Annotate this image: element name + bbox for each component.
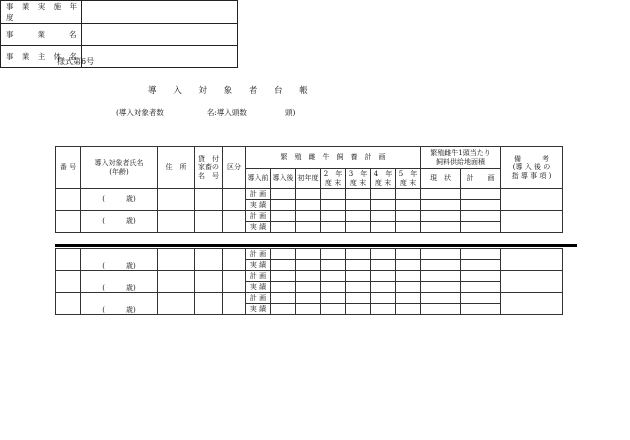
- cell[interactable]: [346, 271, 371, 282]
- cell[interactable]: [321, 189, 346, 200]
- cell[interactable]: [371, 189, 396, 200]
- info-value-project[interactable]: [82, 24, 238, 46]
- record-category[interactable]: [223, 189, 246, 211]
- record-loan[interactable]: [195, 293, 223, 315]
- row-label-actual: 実 績: [246, 260, 271, 271]
- cell[interactable]: [271, 249, 296, 260]
- cell[interactable]: [461, 282, 501, 293]
- header-feed-group: [421, 147, 501, 169]
- record-number[interactable]: [56, 293, 81, 315]
- counts-line: [116, 107, 295, 118]
- cell[interactable]: [461, 249, 501, 260]
- cell[interactable]: [371, 222, 396, 233]
- cell[interactable]: [396, 211, 421, 222]
- row-label-actual: 実 績: [246, 200, 271, 211]
- info-label-project: 事 業 名: [1, 24, 82, 46]
- cell[interactable]: [371, 282, 396, 293]
- header-number: 番 号: [56, 147, 81, 189]
- cell[interactable]: [321, 222, 346, 233]
- ledger-table-top: [55, 146, 563, 233]
- record-remarks[interactable]: [501, 189, 563, 211]
- record-number[interactable]: [56, 211, 81, 233]
- cell[interactable]: [371, 211, 396, 222]
- record-loan[interactable]: [195, 189, 223, 211]
- cell[interactable]: [461, 304, 501, 315]
- record-remarks[interactable]: [501, 293, 563, 315]
- info-label-operator: 事 業 主 体 名: [1, 46, 82, 68]
- record-loan[interactable]: [195, 249, 223, 271]
- info-value-year[interactable]: [82, 1, 238, 24]
- cell[interactable]: [371, 249, 396, 260]
- row-label-plan: 計 画: [246, 271, 271, 282]
- cell[interactable]: [346, 222, 371, 233]
- record-address[interactable]: [158, 249, 195, 271]
- cell[interactable]: [421, 304, 461, 315]
- cell[interactable]: [371, 271, 396, 282]
- cell[interactable]: [371, 304, 396, 315]
- row-label-actual: 実 績: [246, 282, 271, 293]
- record-address[interactable]: [158, 271, 195, 293]
- cell[interactable]: [321, 271, 346, 282]
- record-category[interactable]: [223, 293, 246, 315]
- cell[interactable]: [421, 189, 461, 200]
- cell[interactable]: [346, 293, 371, 304]
- cell[interactable]: [421, 211, 461, 222]
- record-name-age[interactable]: ( 歳): [81, 211, 158, 233]
- record-name-age[interactable]: ( 歳): [81, 293, 158, 315]
- cell[interactable]: [396, 189, 421, 200]
- cell[interactable]: [371, 293, 396, 304]
- cell[interactable]: [461, 189, 501, 200]
- cell[interactable]: [396, 249, 421, 260]
- cell[interactable]: [296, 249, 321, 260]
- cell[interactable]: [346, 304, 371, 315]
- info-table: [0, 0, 238, 68]
- header-y3-l2: 度 末: [349, 178, 367, 187]
- cell[interactable]: [346, 211, 371, 222]
- cell[interactable]: [421, 271, 461, 282]
- record-remarks[interactable]: [501, 249, 563, 271]
- cell[interactable]: [396, 222, 421, 233]
- header-loan-l2: 家畜の: [198, 163, 219, 172]
- record-address[interactable]: [158, 293, 195, 315]
- form-number: 様式第6号: [57, 57, 95, 66]
- cell[interactable]: [421, 249, 461, 260]
- record-name-age[interactable]: ( 歳): [81, 249, 158, 271]
- cell[interactable]: [421, 200, 461, 211]
- cell[interactable]: [346, 282, 371, 293]
- ledger-table-bottom: [55, 248, 563, 315]
- header-remarks: [501, 147, 563, 189]
- header-year4: [371, 169, 396, 189]
- row-label-actual: 実 績: [246, 304, 271, 315]
- section-divider: [55, 244, 577, 247]
- cell[interactable]: [271, 200, 296, 211]
- record-remarks[interactable]: [501, 271, 563, 293]
- cell[interactable]: [461, 222, 501, 233]
- cell[interactable]: [321, 304, 346, 315]
- header-name-l2: (年齢): [109, 167, 129, 176]
- cell[interactable]: [321, 200, 346, 211]
- cell[interactable]: [271, 222, 296, 233]
- cell[interactable]: [321, 293, 346, 304]
- record-number[interactable]: [56, 189, 81, 211]
- cell[interactable]: [271, 211, 296, 222]
- header-year3: [346, 169, 371, 189]
- cell[interactable]: [421, 282, 461, 293]
- record-category[interactable]: [223, 249, 246, 271]
- record-category[interactable]: [223, 271, 246, 293]
- cell[interactable]: [271, 260, 296, 271]
- record-address[interactable]: [158, 211, 195, 233]
- cell[interactable]: [396, 293, 421, 304]
- record-address[interactable]: [158, 189, 195, 211]
- counts-middle: 名:導入頭数: [206, 108, 247, 117]
- cell[interactable]: [271, 293, 296, 304]
- cell[interactable]: [461, 211, 501, 222]
- cell[interactable]: [271, 304, 296, 315]
- header-after: 導入後: [271, 169, 296, 189]
- header-y3-l1: 3 年: [348, 170, 368, 179]
- cell[interactable]: [271, 189, 296, 200]
- header-feed-l2: 飼料供給地面積: [436, 157, 485, 166]
- header-feed-l1: 繁殖雌牛1頭当たり: [430, 149, 491, 158]
- cell[interactable]: [296, 211, 321, 222]
- record-loan[interactable]: [195, 211, 223, 233]
- header-loan-l1: 貸 付: [198, 155, 219, 164]
- cell[interactable]: [396, 260, 421, 271]
- row-label-plan: 計 画: [246, 189, 271, 200]
- cell[interactable]: [461, 260, 501, 271]
- header-y2-l1: 2 年: [323, 170, 343, 179]
- cell[interactable]: [321, 211, 346, 222]
- cell[interactable]: [371, 260, 396, 271]
- cell[interactable]: [346, 189, 371, 200]
- header-breeding-group: 繁 殖 雌 牛 飼 養 計 画: [246, 147, 421, 169]
- header-plan: 計 画: [461, 169, 501, 189]
- record-loan[interactable]: [195, 271, 223, 293]
- record-name-age[interactable]: ( 歳): [81, 271, 158, 293]
- cell[interactable]: [421, 293, 461, 304]
- header-before: 導入前: [246, 169, 271, 189]
- cell[interactable]: [296, 282, 321, 293]
- cell[interactable]: [346, 249, 371, 260]
- cell[interactable]: [461, 293, 501, 304]
- record-number[interactable]: [56, 249, 81, 271]
- header-remarks-l1: 備 考: [514, 155, 549, 164]
- header-y5-l1: 5 年: [398, 170, 418, 179]
- cell[interactable]: [461, 200, 501, 211]
- header-y4-l2: 度 末: [374, 178, 392, 187]
- header-current: 現 状: [421, 169, 461, 189]
- record-number[interactable]: [56, 271, 81, 293]
- cell[interactable]: [321, 282, 346, 293]
- cell[interactable]: [461, 271, 501, 282]
- cell[interactable]: [371, 200, 396, 211]
- row-label-plan: 計 画: [246, 211, 271, 222]
- cell[interactable]: [296, 222, 321, 233]
- cell[interactable]: [296, 304, 321, 315]
- cell[interactable]: [296, 260, 321, 271]
- cell[interactable]: [396, 282, 421, 293]
- cell[interactable]: [271, 282, 296, 293]
- cell[interactable]: [296, 200, 321, 211]
- header-remarks-l2: (導 入 後 の: [512, 163, 551, 172]
- cell[interactable]: [271, 271, 296, 282]
- row-label-actual: 実 績: [246, 222, 271, 233]
- cell[interactable]: [346, 200, 371, 211]
- header-name-l1: 導入対象者氏名: [94, 159, 144, 168]
- header-year2: [321, 169, 346, 189]
- header-y5-l2: 度 末: [399, 178, 417, 187]
- counts-right: 頭): [285, 108, 296, 117]
- cell[interactable]: [396, 271, 421, 282]
- cell[interactable]: [296, 271, 321, 282]
- cell[interactable]: [421, 222, 461, 233]
- cell[interactable]: [296, 293, 321, 304]
- header-y4-l1: 4 年: [373, 170, 393, 179]
- cell[interactable]: [321, 249, 346, 260]
- cell[interactable]: [346, 260, 371, 271]
- header-loan: [195, 147, 223, 189]
- header-category: 区分: [223, 147, 246, 189]
- header-y2-l2: 度 末: [324, 178, 342, 187]
- header-name: [81, 147, 158, 189]
- cell[interactable]: [421, 260, 461, 271]
- cell[interactable]: [396, 200, 421, 211]
- cell[interactable]: [321, 260, 346, 271]
- info-label-year: 事 業 実 施 年 度: [1, 1, 82, 24]
- cell[interactable]: [396, 304, 421, 315]
- header-loan-l3: 名 号: [198, 171, 219, 180]
- record-category[interactable]: [223, 211, 246, 233]
- header-remarks-l3: 指 導 事 項 ): [511, 171, 552, 180]
- header-year5: [396, 169, 421, 189]
- record-remarks[interactable]: [501, 211, 563, 233]
- page-title: 導 入 対 象 者 台 帳: [148, 86, 315, 96]
- header-first-year: 初年度: [296, 169, 321, 189]
- header-address: 住 所: [158, 147, 195, 189]
- info-value-operator[interactable]: [82, 46, 238, 68]
- row-label-plan: 計 画: [246, 249, 271, 260]
- record-name-age[interactable]: ( 歳): [81, 189, 158, 211]
- counts-left: (導入対象者数: [116, 108, 164, 117]
- cell[interactable]: [296, 189, 321, 200]
- row-label-plan: 計 画: [246, 293, 271, 304]
